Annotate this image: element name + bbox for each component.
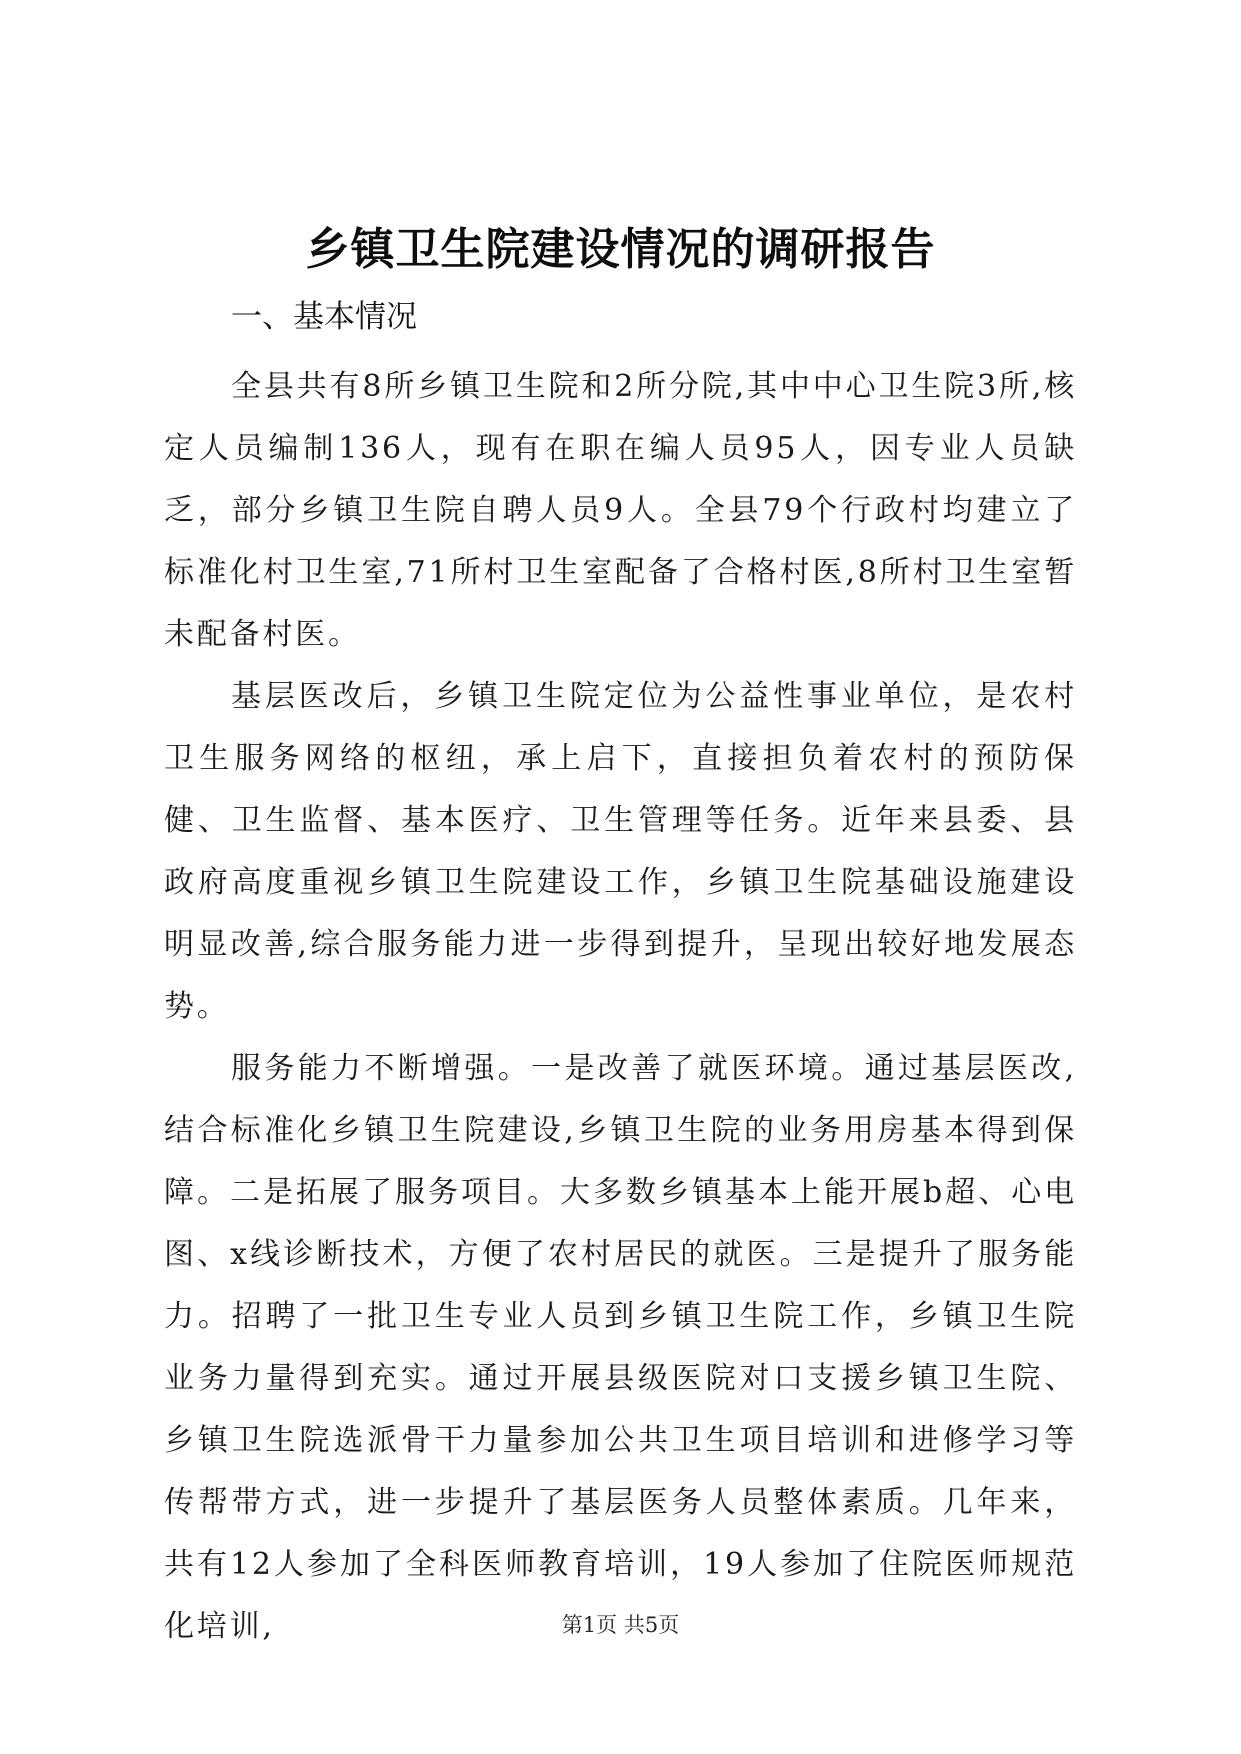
page-number-footer: 第1页 共5页	[561, 1613, 680, 1637]
document-body	[164, 356, 1077, 1658]
section-heading: 一、基本情况	[231, 299, 417, 335]
document-title: 乡镇卫生院建设情况的调研报告	[305, 224, 936, 275]
paragraph-reform-positioning: 基层医改后，乡镇卫生院定位为公益性事业单位，是农村卫生服务网络的枢纽，承上启下，直接担负着农村的预防保健、卫生监督、基本医疗、卫生管理等任务。近年来县委、县政府高度重视乡镇卫生院建设工作，乡镇卫生院基础设施建设明显改善,综合服务能力进一步得到提升，呈现出较好地发展态势。	[164, 679, 1077, 1024]
paragraph-basic-situation: 全县共有8所乡镇卫生院和2所分院,其中中心卫生院3所,核定人员编制136人，现有在职在编人员95人，因专业人员缺乏，部分乡镇卫生院自聘人员9人。全县79个行政村均建立了标准化村卫生室,71所村卫生室配备了合格村医,8所村卫生室暂未配备村医。	[164, 369, 1077, 652]
paragraph-service-capacity: 服务能力不断增强。一是改善了就医环境。通过基层医改,结合标准化乡镇卫生院建设,乡镇卫生院的业务用房基本得到保障。二是拓展了服务项目。大多数乡镇基本上能开展b超、心电图、x线诊断技术，方便了农村居民的就医。三是提升了服务能力。招聘了一批卫生专业人员到乡镇卫生院工作，乡镇卫生院业务力量得到充实。通过开展县级医院对口支援乡镇卫生院、乡镇卫生院选派骨干力量参加公共卫生项目培训和进修学习等传帮带方式，进一步提升了基层医务人员整体素质。几年来，共有12人参加了全科医师教育培训，19人参加了住院医师规范化培训,	[164, 1051, 1077, 1644]
